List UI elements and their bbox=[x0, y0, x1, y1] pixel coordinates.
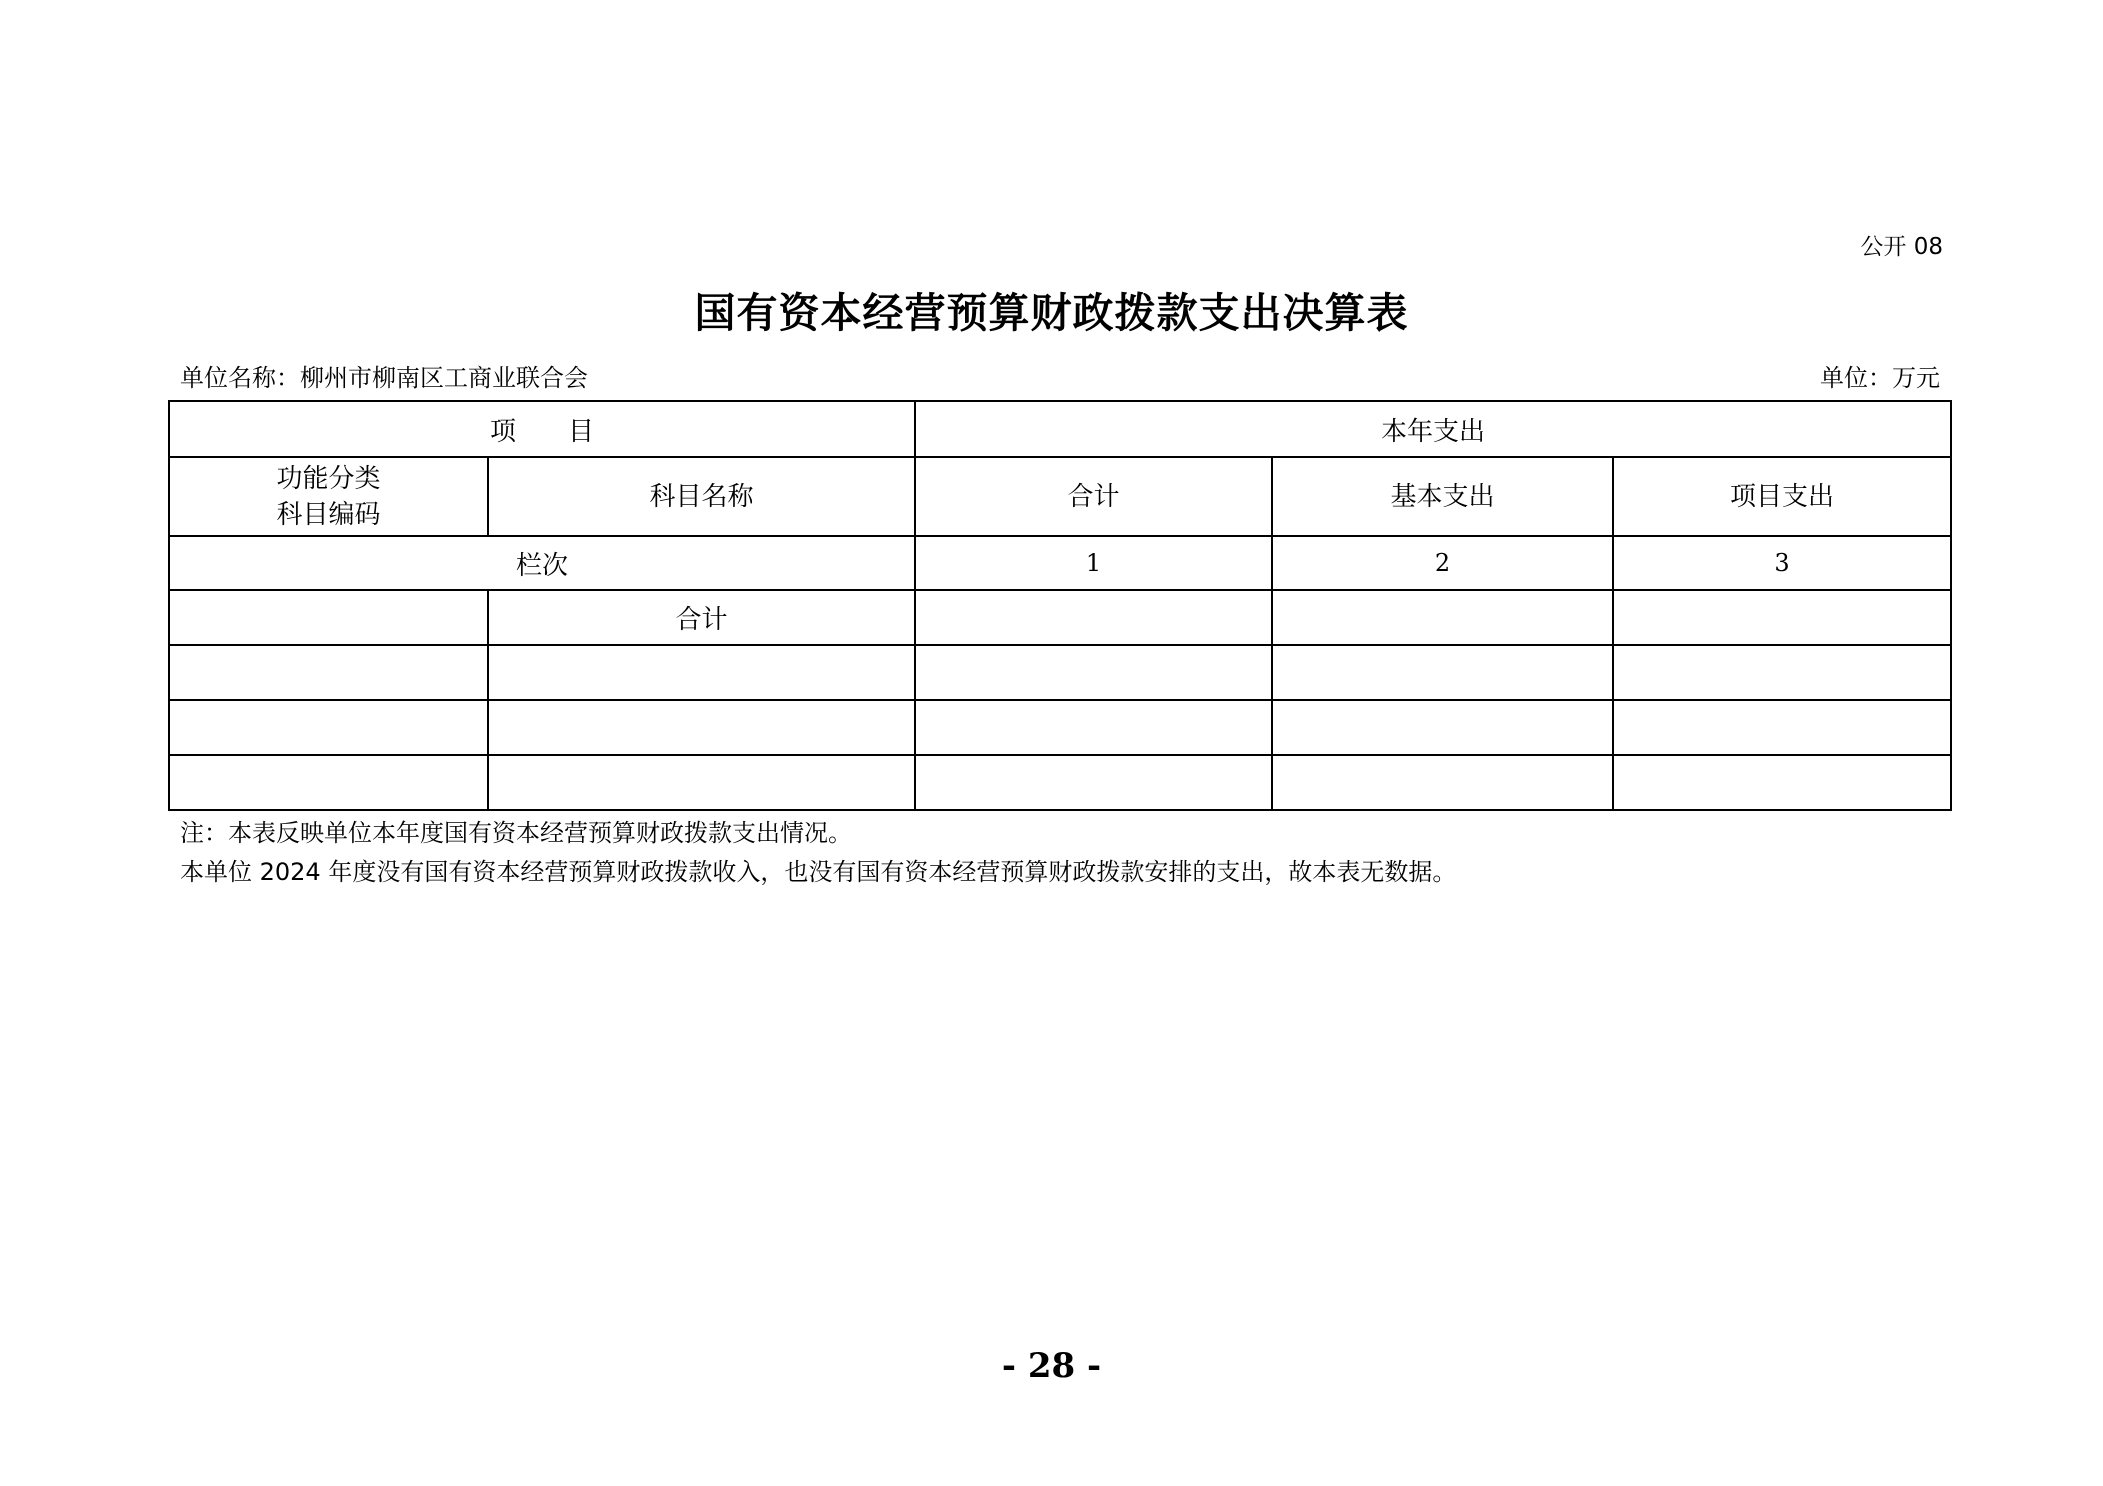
table-total-row bbox=[169, 590, 1951, 645]
notes bbox=[180, 814, 1456, 892]
table-cell bbox=[1613, 645, 1951, 700]
col-project-header: 项目支出 bbox=[1613, 457, 1951, 536]
page-title: 国有资本经营预算财政拨款支出决算表 bbox=[694, 289, 1409, 337]
table-cell bbox=[915, 645, 1272, 700]
unit-name: 单位名称：柳州市柳南区工商业联合会 bbox=[180, 364, 588, 392]
col-code-line2: 科目编码 bbox=[276, 499, 381, 530]
table-cell bbox=[1272, 645, 1613, 700]
index-1: 1 bbox=[915, 536, 1272, 590]
page-number: - 28 - bbox=[1001, 1346, 1102, 1386]
total-label: 合计 bbox=[488, 590, 915, 645]
table-row bbox=[169, 755, 1951, 810]
row-index-label: 栏次 bbox=[169, 536, 915, 590]
table-cell bbox=[169, 755, 488, 810]
table-cell bbox=[488, 700, 915, 755]
unit-label: 单位：万元 bbox=[1820, 364, 1940, 392]
col-basic-header: 基本支出 bbox=[1272, 457, 1613, 536]
header-item: 项 目 bbox=[169, 401, 915, 457]
table-row bbox=[169, 700, 1951, 755]
table-subheader-row bbox=[169, 457, 1951, 536]
col-code-line1: 功能分类 bbox=[276, 463, 381, 494]
note-line-1: 注：本表反映单位本年度国有资本经营预算财政拨款支出情况。 bbox=[180, 819, 852, 847]
table-cell bbox=[488, 755, 915, 810]
table-cell bbox=[1272, 755, 1613, 810]
index-2: 2 bbox=[1272, 536, 1613, 590]
col-total-header: 合计 bbox=[915, 457, 1272, 536]
index-3: 3 bbox=[1613, 536, 1951, 590]
col-code-header bbox=[169, 457, 488, 536]
table-cell bbox=[169, 645, 488, 700]
note-line-2: 本单位 2024 年度没有国有资本经营预算财政拨款收入，也没有国有资本经营预算财政拨款安排的支出，故本表无数据。 bbox=[180, 858, 1457, 886]
total-project-cell bbox=[1613, 590, 1951, 645]
table-cell bbox=[488, 645, 915, 700]
total-basic-cell bbox=[1272, 590, 1613, 645]
header-expense: 本年支出 bbox=[915, 401, 1951, 457]
total-value-cell bbox=[915, 590, 1272, 645]
table-cell bbox=[915, 700, 1272, 755]
table-cell bbox=[915, 755, 1272, 810]
table-cell bbox=[1613, 700, 1951, 755]
table-header-row bbox=[169, 401, 1951, 457]
table-cell bbox=[169, 700, 488, 755]
total-code-cell bbox=[169, 590, 488, 645]
expenditure-table bbox=[168, 400, 1952, 811]
document-code: 公开 08 bbox=[1860, 234, 1943, 260]
table-index-row bbox=[169, 536, 1951, 590]
col-name-header: 科目名称 bbox=[488, 457, 915, 536]
meta-row bbox=[180, 358, 1940, 393]
table-cell bbox=[1613, 755, 1951, 810]
table-row bbox=[169, 645, 1951, 700]
table-cell bbox=[1272, 700, 1613, 755]
